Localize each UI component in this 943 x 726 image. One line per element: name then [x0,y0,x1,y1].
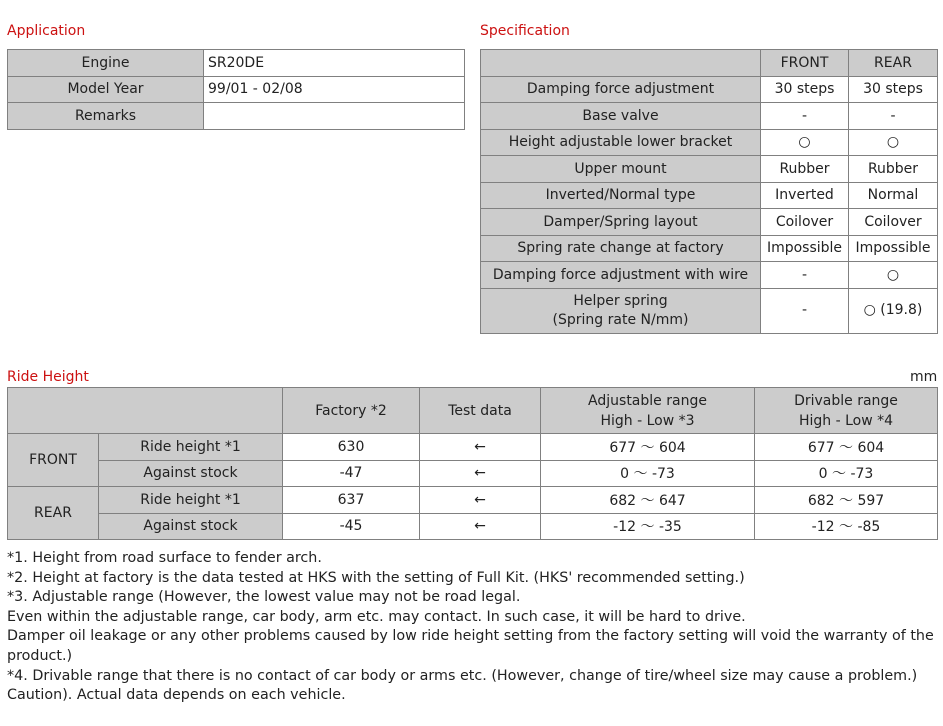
ride-header-row [8,388,938,434]
table-row [481,288,938,333]
table-row [8,50,465,77]
adjustable-value: 0 ～ -73 [541,460,755,487]
spec-header-row [481,50,938,77]
spec-label: Inverted/Normal type [481,182,761,209]
table-row [481,103,938,130]
table-row [481,182,938,209]
table-row [8,76,465,103]
table-row [8,513,938,540]
ride-height-section-title: Ride Height [7,369,89,385]
group-front: FRONT [8,434,99,487]
header-adjustable-line1: Adjustable range [588,392,707,409]
table-row [8,487,938,514]
spec-rear-value: - [849,103,938,130]
header-drivable-range [755,388,938,434]
circle-mark-icon: ○ [849,262,938,289]
factory-value: 630 [283,434,420,461]
spec-header-front: FRONT [761,50,849,77]
spec-front-value: Rubber [761,156,849,183]
drivable-value: 0 ～ -73 [755,460,938,487]
spec-label: Base valve [481,103,761,130]
table-row [481,209,938,236]
spec-front-value: - [761,288,849,333]
spec-rear-value: 30 steps [849,76,938,103]
drivable-value: 682 ～ 597 [755,487,938,514]
adjustable-value: 682 ～ 647 [541,487,755,514]
row-label: Against stock [99,460,283,487]
left-arrow-icon: ← [420,487,541,514]
header-drivable-line2: High - Low *4 [798,412,894,429]
spec-label [481,288,761,333]
spec-front-value: - [761,103,849,130]
row-label: Against stock [99,513,283,540]
adjustable-value: 677 ～ 604 [541,434,755,461]
left-arrow-icon: ← [420,513,541,540]
model-year-label: Model Year [8,76,204,103]
footnote: *3. Adjustable range (However, the lowest value may not be road legal. [7,589,521,606]
model-year-value: 99/01 - 02/08 [204,76,465,103]
table-row [8,434,938,461]
spec-label: Damper/Spring layout [481,209,761,236]
spec-header-rear: REAR [849,50,938,77]
footnote: Even within the adjustable range, car body, arm etc. may contact. In such case, it will be hard to drive. [7,608,746,625]
table-row [481,76,938,103]
engine-label: Engine [8,50,204,77]
table-row [8,103,465,130]
specification-section-title: Specification [480,23,570,39]
spec-label-line1: Helper spring [573,292,668,309]
header-drivable-line1: Drivable range [794,392,898,409]
spec-label: Spring rate change at factory [481,235,761,262]
spec-corner-cell [481,50,761,77]
circle-mark-icon: ○ [849,129,938,156]
spec-front-value: 30 steps [761,76,849,103]
circle-mark-icon: ○ [761,129,849,156]
spec-rear-value: Impossible [849,235,938,262]
left-arrow-icon: ← [420,434,541,461]
ride-height-table [7,387,938,540]
spec-front-value: Inverted [761,182,849,209]
factory-value: -45 [283,513,420,540]
spec-label: Upper mount [481,156,761,183]
footnote: Damper oil leakage or any other problems caused by low ride height setting from the factory setting will void the warranty of the product.) [7,628,934,664]
footnotes [7,549,937,706]
spec-label-line2: (Spring rate N/mm) [552,311,689,328]
application-section-title: Application [7,23,86,39]
drivable-value: 677 ～ 604 [755,434,938,461]
spec-label: Damping force adjustment [481,76,761,103]
spec-rear-value: Normal [849,182,938,209]
table-row [481,129,938,156]
header-adjustable-line2: High - Low *3 [600,412,695,429]
spec-rear-value: ○ (19.8) [849,288,938,333]
spec-label: Height adjustable lower bracket [481,129,761,156]
footnote: Caution). Actual data depends on each vehicle. [7,687,346,704]
footnote: *1. Height from road surface to fender arch. [7,550,322,566]
spec-label: Damping force adjustment with wire [481,262,761,289]
table-row [481,156,938,183]
table-row [8,460,938,487]
application-table [7,49,465,130]
spec-front-value: Coilover [761,209,849,236]
footnote: *2. Height at factory is the data tested at HKS with the setting of Full Kit. (HKS' recommended setting.) [7,569,745,586]
row-label: Ride height *1 [99,434,283,461]
spec-front-value: - [761,262,849,289]
spec-rear-value: Rubber [849,156,938,183]
table-row [481,235,938,262]
table-row [481,262,938,289]
ride-corner-cell [8,388,283,434]
group-rear: REAR [8,487,99,540]
factory-value: -47 [283,460,420,487]
left-arrow-icon: ← [420,460,541,487]
specification-table [480,49,938,334]
footnote: *4. Drivable range that there is no contact of car body or arms etc. (However, change of tire/wheel size may cause a problem.) [7,667,918,684]
remarks-value [204,103,465,130]
header-factory: Factory *2 [283,388,420,434]
header-test-data: Test data [420,388,541,434]
engine-value: SR20DE [204,50,465,77]
spec-rear-value: Coilover [849,209,938,236]
factory-value: 637 [283,487,420,514]
spec-front-value: Impossible [761,235,849,262]
header-adjustable-range [541,388,755,434]
drivable-value: -12 ～ -85 [755,513,938,540]
unit-label: mm [910,369,938,385]
adjustable-value: -12 ～ -35 [541,513,755,540]
remarks-label: Remarks [8,103,204,130]
row-label: Ride height *1 [99,487,283,514]
